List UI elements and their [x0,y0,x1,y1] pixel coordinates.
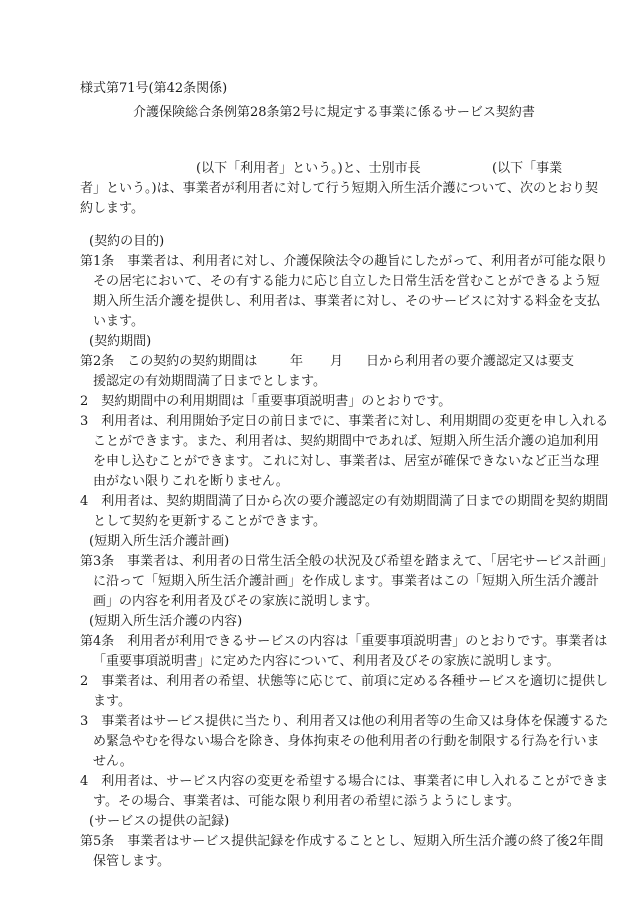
article-3-heading: (短期入所生活介護計画) [89,534,230,549]
article-2-heading: (契約期間) [89,334,152,349]
article-2-para-3-line-3: を申し込むことができます。これに対し、事業者は、居室が確保できないなど正当な理 [93,454,599,469]
article-4-line-2: 「重要事項説明書」に定めた内容について、利用者及びその家族に説明します。 [93,654,560,669]
article-4-heading: (短期入所生活介護の内容) [89,614,243,629]
article-1-line-1: 第1条 事業者は、利用者に対し、介護保険法令の趣旨にしたがって、利用者が可能な限り [80,254,609,269]
intro-text-1a: (以下「利用者」という。)と、士別市長 [196,161,421,176]
article-2-text-1a: 第2条 この契約の契約期間は [80,354,258,369]
intro-line-2: 者」という。)は、事業者が利用者に対して行う短期入所生活介護について、次のとおり契 [80,181,599,196]
article-4-para-3-line-2: め緊急やむを得ない場合を除き、身体拘束その他利用者の行動を制限する行為を行いま [93,734,600,749]
intro-line-3: 約します。 [80,201,144,216]
article-3-line-2: に沿って「短期入所生活介護計画」を作成します。事業者はこの「短期入所生活介護計 [93,574,599,589]
article-4-para-4-line-1: 4 利用者は、サービス内容の変更を希望する場合には、事業者に申し入れることができま [80,774,609,789]
article-2-line-2: 援認定の有効期間満了日までとします。 [93,374,326,389]
document-title: 介護保険総合条例第28条第2号に規定する事業に係るサービス契約書 [133,105,535,120]
article-4-para-2-line-1: 2 事業者は、利用者の希望、状態等に応じて、前項に定める各種サービスを適切に提供し [80,674,609,689]
article-1-line-3: 期入所生活介護を提供し、利用者は、事業者に対し、そのサービスに対する料金を支払 [93,294,601,309]
article-2-para-3-line-4: 由がない限りこれを断りません。 [93,474,289,489]
article-1-heading: (契約の目的) [89,234,165,249]
article-5-line-1: 第5条 事業者はサービス提供記録を作成することとし、短期入所生活介護の終了後2年間 [80,834,604,849]
article-1-line-2: その居宅において、その有する能力に応じ自立した日常生活を営むことができるよう短 [93,274,600,289]
article-3-line-3: 画」の内容を利用者及びその家族に説明します。 [93,594,378,609]
article-1-line-4: います。 [93,314,144,329]
article-2-para-2: 2 契約期間中の利用期間は「重要事項説明書」のとおりです。 [80,394,452,409]
intro-text-1b: (以下「事業 [492,161,563,176]
article-2-para-4-line-2: として契約を更新することができます。 [93,514,326,529]
article-5-heading: (サービスの提供の記録) [89,814,230,829]
article-2-year-label: 年 [290,354,304,369]
article-2-text-1d: 日から利用者の要介護認定又は要支 [366,354,575,369]
article-4-para-4-line-2: す。その場合、事業者は、可能な限り利用者の希望に添うようにします。 [93,794,520,809]
article-4-para-3-line-1: 3 事業者はサービス提供に当たり、利用者又は他の利用者等の生命又は身体を保護するた [80,714,609,729]
article-4-para-2-line-2: ます。 [93,694,131,709]
article-2-para-3-line-1: 3 利用者は、利用開始予定日の前日までに、事業者に対し、利用期間の変更を申し入れる [80,414,609,429]
article-2-para-4-line-1: 4 利用者は、契約期間満了日から次の要介護認定の有効期間満了日までの期間を契約期間 [80,494,609,509]
article-4-line-1: 第4条 利用者が利用できるサービスの内容は「重要事項説明書」のとおりです。事業者は [80,634,608,649]
article-5-line-2: 保管します。 [93,854,170,869]
article-4-para-3-line-3: せん。 [93,754,133,769]
article-3-line-1: 第3条 事業者は、利用者の日常生活全般の状況及び希望を踏まえて、「居宅サービス計画」 [80,554,614,569]
form-label: 様式第71号(第42条関係) [80,81,228,96]
article-2-para-3-line-2: ことができます。また、利用者は、契約期間中であれば、短期入所生活介護の追加利用 [93,434,599,449]
article-2-month-label: 月 [330,354,344,369]
